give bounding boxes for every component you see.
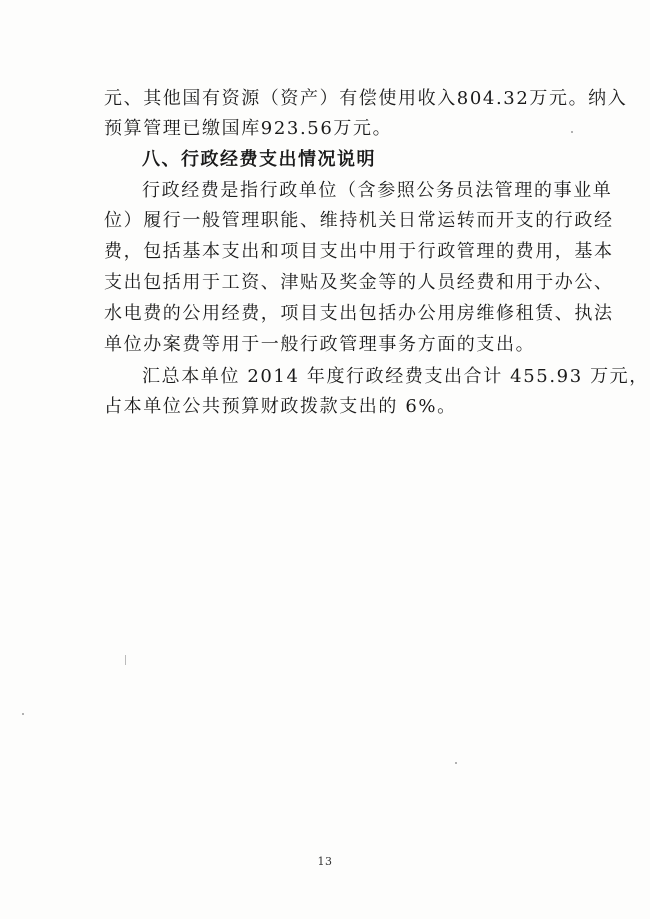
section-heading: 八、行政经费支出情况说明	[142, 149, 376, 170]
paragraph-1-line-3: 费，包括基本支出和项目支出中用于行政管理的费用，基本	[104, 241, 614, 262]
paragraph-1-line-6: 单位办案费等用于一般行政管理事务方面的支出。	[104, 334, 536, 355]
paragraph-1-line-1: 行政经费是指行政单位（含参照公务员法管理的事业单	[142, 180, 613, 201]
continuation-line-1: 元、其他国有资源（资产）有偿使用收入804.32万元。纳入	[104, 88, 628, 109]
scan-speck	[22, 713, 24, 715]
scan-speck	[571, 131, 573, 133]
page-number: 13	[317, 855, 333, 868]
scan-speck	[125, 655, 126, 665]
paragraph-2-line-2: 占本单位公共预算财政拨款支出的 6%。	[104, 396, 457, 417]
paragraph-2-line-1: 汇总本单位 2014 年度行政经费支出合计 455.93 万元，	[142, 366, 649, 387]
paragraph-1-line-5: 水电费的公用经费，项目支出包括办公用房维修租赁、执法	[104, 303, 614, 324]
paragraph-1-line-2: 位）履行一般管理职能、维持机关日常运转而开支的行政经	[104, 210, 614, 231]
continuation-line-2: 预算管理已缴国库923.56万元。	[104, 118, 393, 139]
scan-speck	[455, 762, 457, 764]
paragraph-1-line-4: 支出包括用于工资、津贴及奖金等的人员经费和用于办公、	[104, 272, 614, 293]
